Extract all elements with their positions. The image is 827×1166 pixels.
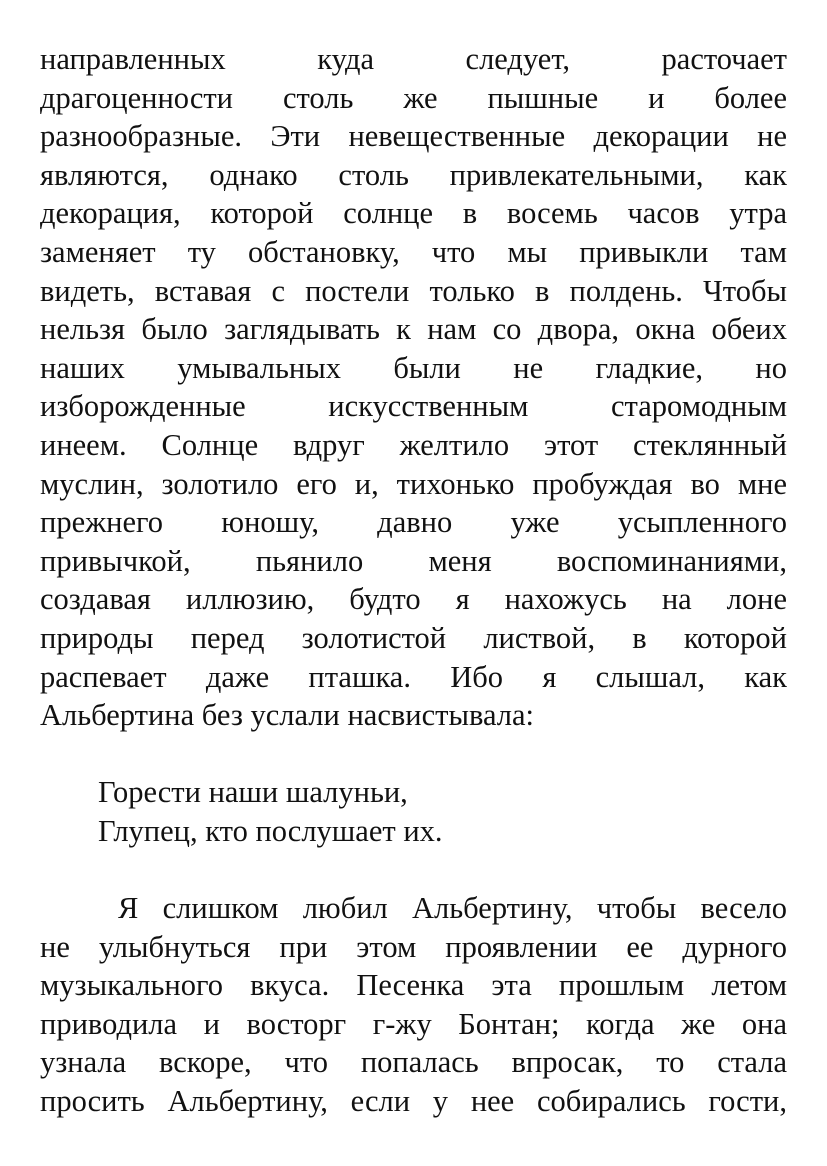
- paragraph-2: [40, 889, 787, 1121]
- text-line: музыкального вкуса. Песенка эта прошлым летом: [40, 968, 787, 1003]
- text-line: нельзя было заглядывать к нам со двора, окна обеих: [40, 312, 787, 347]
- paragraph-1: [40, 40, 787, 735]
- document-page: [40, 40, 787, 1121]
- text-line: разнообразные. Эти невещественные декорации не: [40, 119, 787, 154]
- text-line: прежнего юношу, давно уже усыпленного: [40, 505, 787, 540]
- text-line: являются, однако столь привлекательными, как: [40, 157, 787, 192]
- text-line: узнала вскоре, что попалась впросак, то стала: [40, 1045, 787, 1080]
- text-line: направленных куда следует, расточает: [40, 42, 787, 76]
- verse-block: [40, 773, 787, 850]
- text-line: приводила и восторг г-жу Бонтан; когда же она: [40, 1006, 787, 1041]
- text-line: природы перед золотистой листвой, в которой: [40, 620, 787, 655]
- spacer: [40, 735, 787, 774]
- verse-line: Горести наши шалуньи,: [98, 775, 408, 810]
- text-line: инеем. Солнце вдруг желтило этот стеклянный: [40, 427, 787, 462]
- text-line: наших умывальных были не гладкие, но: [40, 350, 787, 385]
- verse-line: Глупец, кто послушает их.: [98, 813, 443, 848]
- text-line: заменяет ту обстановку, что мы привыкли там: [40, 234, 787, 269]
- text-line: создавая иллюзию, будто я нахожусь на лоне: [40, 582, 787, 617]
- text-line: видеть, вставая с постели только в полдень. Чтобы: [40, 273, 787, 308]
- text-line: декорация, которой солнце в восемь часов утра: [40, 196, 787, 231]
- text-line: изборожденные искусственным старомодным: [40, 389, 787, 424]
- text-line: не улыбнуться при этом проявлении ее дурного: [40, 929, 787, 964]
- text-line-first: Я слишком любил Альбертину, чтобы весело: [118, 891, 787, 926]
- spacer: [40, 850, 787, 889]
- text-line: муслин, золотило его и, тихонько пробуждая во мне: [40, 466, 787, 501]
- text-line: просить Альбертину, если у нее собирались гости,: [40, 1084, 787, 1119]
- text-line: драгоценности столь же пышные и более: [40, 80, 787, 115]
- text-line-last: Альбертина без услали насвистывала:: [40, 698, 534, 733]
- text-line: распевает даже пташка. Ибо я слышал, как: [40, 659, 787, 694]
- text-line: привычкой, пьянило меня воспоминаниями,: [40, 543, 787, 578]
